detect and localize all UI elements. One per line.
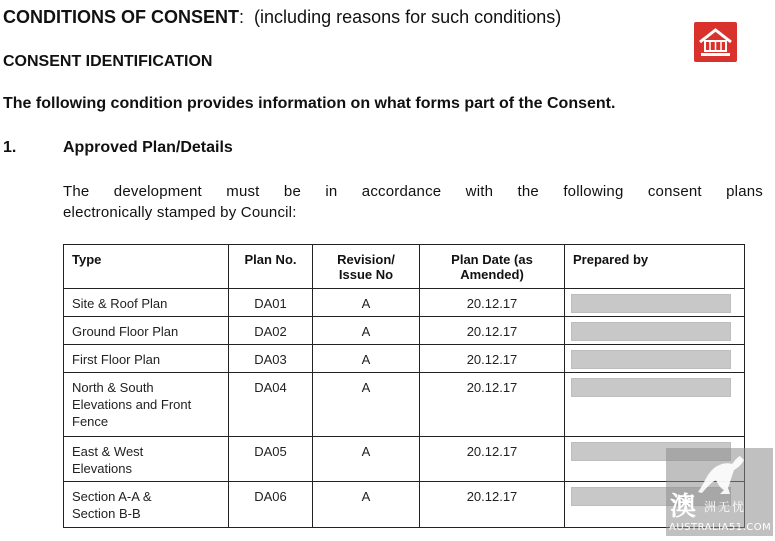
table-row: [64, 373, 745, 437]
australia51-watermark: [666, 448, 773, 536]
header-plan-date-line1: Plan Date (as: [451, 252, 533, 267]
cell-plan-no: DA01: [229, 289, 313, 317]
cell-prepared-by: [565, 373, 745, 437]
cell-prepared-by: [565, 317, 745, 345]
table-row: [64, 345, 745, 373]
header-plan-no: Plan No.: [229, 245, 313, 289]
cell-plan-no: DA04: [229, 373, 313, 437]
cell-plan-date: 20.12.17: [420, 373, 565, 437]
cell-plan-no: DA02: [229, 317, 313, 345]
table-row: [64, 317, 745, 345]
title-colon: :: [239, 7, 245, 27]
table-header-row: [64, 245, 745, 289]
cell-type: [64, 289, 229, 317]
header-revision-line2: Issue No: [338, 267, 394, 282]
house-logo-icon: [694, 22, 737, 62]
cell-revision: A: [313, 317, 420, 345]
intro-statement: The following condition provides information on what forms part of the Consent.: [3, 95, 616, 112]
kangaroo-icon: [690, 452, 750, 498]
cell-type-line1: Section A-A &: [72, 489, 152, 504]
cell-type: [64, 482, 229, 528]
header-prepared-by: Prepared by: [565, 245, 745, 289]
cell-prepared-by: [565, 345, 745, 373]
redaction-bar: [571, 294, 731, 313]
cell-revision: A: [313, 345, 420, 373]
header-plan-date: [420, 245, 565, 289]
header-type: Type: [64, 245, 229, 289]
cell-plan-date: 20.12.17: [420, 437, 565, 482]
cell-type: [64, 317, 229, 345]
cell-type-line2: Section B-B: [72, 506, 141, 521]
watermark-site: AUSTRALIA51.COM: [669, 522, 772, 533]
section-number: 1.: [3, 139, 17, 156]
table-row: [64, 289, 745, 317]
cell-type-line1: East & West: [72, 444, 144, 459]
watermark-char: 澳: [670, 492, 697, 522]
cell-type-line1: North & South: [72, 380, 154, 395]
cell-plan-date: 20.12.17: [420, 289, 565, 317]
cell-revision: A: [313, 482, 420, 528]
header-revision: [313, 245, 420, 289]
header-plan-date-line2: Amended): [460, 267, 524, 282]
consent-plans-table: [63, 244, 745, 528]
cell-type-line2: Elevations: [72, 461, 132, 476]
cell-plan-no: DA03: [229, 345, 313, 373]
title-note: (including reasons for such conditions): [254, 7, 562, 27]
watermark-small-text: 洲无忧: [704, 500, 747, 514]
cell-plan-date: 20.12.17: [420, 482, 565, 528]
redaction-bar: [571, 350, 731, 369]
consent-identification-heading: CONSENT IDENTIFICATION: [3, 53, 213, 70]
section-text-line1: The development must be in accordance with the following consent plans: [63, 183, 763, 200]
cell-type-line1: Ground Floor Plan: [72, 324, 179, 339]
cell-type: [64, 437, 229, 482]
cell-plan-no: DA06: [229, 482, 313, 528]
section-title: Approved Plan/Details: [63, 139, 233, 156]
cell-revision: A: [313, 289, 420, 317]
page-title: [3, 7, 561, 28]
cell-type: [64, 345, 229, 373]
cell-revision: A: [313, 437, 420, 482]
cell-plan-no: DA05: [229, 437, 313, 482]
cell-type-line2: Elevations and Front: [72, 397, 192, 412]
header-revision-line1: Revision/: [337, 252, 395, 267]
cell-revision: A: [313, 373, 420, 437]
cell-plan-date: 20.12.17: [420, 317, 565, 345]
table-row: [64, 437, 745, 482]
cell-type-line3: Fence: [72, 414, 109, 429]
cell-plan-date: 20.12.17: [420, 345, 565, 373]
cell-type-line1: First Floor Plan: [72, 352, 161, 367]
section-body-text: [63, 181, 763, 223]
section-text-line2: electronically stamped by Council:: [63, 204, 297, 221]
title-bold: CONDITIONS OF CONSENT: [3, 7, 240, 27]
cell-prepared-by: [565, 289, 745, 317]
table-row: [64, 482, 745, 528]
redaction-bar: [571, 322, 731, 341]
cell-type: [64, 373, 229, 437]
redaction-bar: [571, 378, 731, 397]
cell-type-line1: Site & Roof Plan: [72, 296, 168, 311]
